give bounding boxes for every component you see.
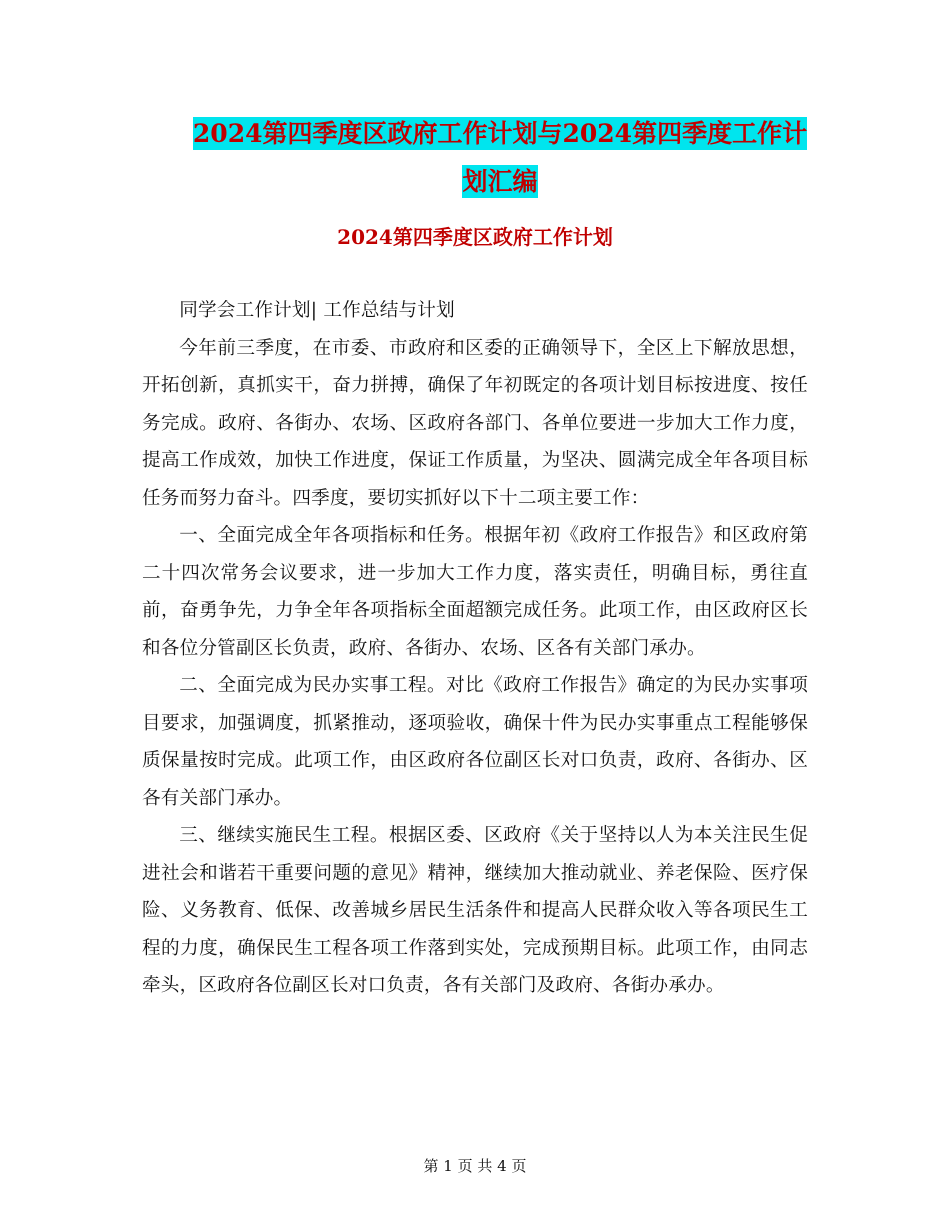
paragraph-link-line: 同学会工作计划| 工作总结与计划 xyxy=(179,300,455,321)
paragraph-item-1: 一、全面完成全年各项指标和任务。根据年初《政府工作报告》和区政府第二十四次常务会议要求，进一步加大工作力度，落实责任，明确目标，勇往直前，奋勇争先，力争全年各项指标全面超额完成任务。此项工作，由区政府区长和各位分管副区长负责，政府、各街办、农场、区各有关部门承办。 xyxy=(142,525,808,659)
document-body xyxy=(142,292,808,1005)
section-title: 2024第四季度区政府工作计划 xyxy=(337,225,613,249)
document-title-line2: 划汇编 xyxy=(462,167,538,196)
page-footer: 第 1 页 共 4 页 xyxy=(423,1157,527,1175)
paragraph-item-2: 二、全面完成为民办实事工程。对比《政府工作报告》确定的为民办实事项目要求，加强调度，抓紧推动，逐项验收，确保十件为民办实事重点工程能够保质保量按时完成。此项工作，由区政府各位副区长对口负责，政府、各街办、区各有关部门承办。 xyxy=(142,675,808,809)
paragraph-item-3: 三、继续实施民生工程。根据区委、区政府《关于坚持以人为本关注民生促进社会和谐若干重要问题的意见》精神，继续加大推动就业、养老保险、医疗保险、义务教育、低保、改善城乡居民生活条件和提高人民群众收入等各项民生工程的力度，确保民生工程各项工作落到实处，完成预期目标。此项工作，由同志牵头，区政府各位副区长对口负责，各有关部门及政府、各街办承办。 xyxy=(142,825,808,996)
document-title xyxy=(140,110,860,206)
document-title-line1: 2024第四季度区政府工作计划与2024第四季度工作计 xyxy=(192,119,808,148)
paragraph-intro: 今年前三季度，在市委、市政府和区委的正确领导下，全区上下解放思想，开拓创新，真抓实干，奋力拼搏，确保了年初既定的各项计划目标按进度、按任务完成。政府、各街办、农场、区政府各部门、各单位要进一步加大工作力度，提高工作成效，加快工作进度，保证工作质量，为坚决、圆满完成全年各项目标任务而努力奋斗。四季度，要切实抓好以下十二项主要工作： xyxy=(142,337,808,509)
